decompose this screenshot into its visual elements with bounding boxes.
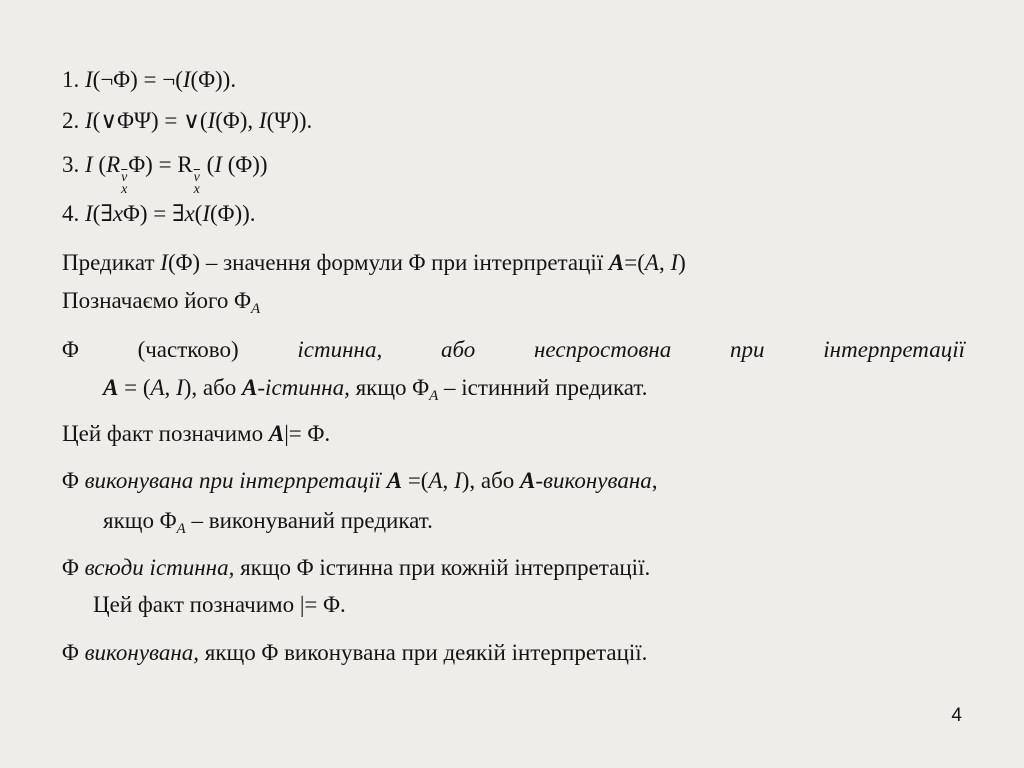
text-segment: Φ: [62, 337, 79, 362]
text-segment: = (: [118, 375, 151, 400]
text-segment: Предикат: [62, 250, 161, 275]
text-segment: I: [85, 108, 93, 133]
text-segment: Φ: [62, 555, 85, 580]
text-segment: A: [242, 375, 258, 400]
text-segment: A: [250, 301, 261, 317]
text-segment: I: [454, 468, 462, 493]
index-top: $\overline{v}$: [121, 170, 128, 185]
item-3: [62, 152, 268, 196]
text-segment: -істинна,: [257, 375, 350, 400]
text-segment: виконувана при інтерпретації: [84, 468, 387, 493]
text-segment: – істинний предикат.: [438, 375, 648, 400]
index-bottom: x: [121, 182, 128, 197]
text-segment: I: [85, 152, 93, 177]
item-1: [62, 67, 236, 93]
index-stack: [194, 172, 200, 196]
text-segment: ,: [164, 375, 177, 400]
text-segment: I: [207, 108, 216, 133]
text-segment: =(: [624, 250, 645, 275]
text-segment: A: [103, 375, 119, 400]
text-segment: ,: [651, 468, 658, 493]
text-segment: I: [202, 201, 211, 226]
text-segment: (Φ)).: [190, 67, 237, 92]
text-segment: істинна,: [297, 337, 383, 362]
text-segment: x: [112, 201, 124, 226]
text-segment: (: [200, 152, 215, 177]
text-segment: (Φ)).: [210, 201, 256, 226]
text-segment: (∨ΦΨ) = ∨(: [92, 108, 208, 133]
true-definition-1: [62, 337, 965, 363]
text-segment: (: [194, 201, 203, 226]
text-segment: A: [150, 375, 165, 400]
page-number: 4: [951, 705, 962, 726]
text-segment: якщо Φ: [103, 508, 177, 533]
fact-1: [62, 421, 330, 447]
text-segment: (частково): [137, 337, 239, 362]
text-segment: I: [176, 375, 184, 400]
true-definition-2: [103, 375, 647, 409]
text-segment: Цей факт позначимо |= Φ.: [93, 592, 346, 617]
text-segment: I: [85, 201, 93, 226]
text-segment: (Φ),: [215, 108, 259, 133]
index-stack: [121, 172, 127, 196]
text-segment: Φ: [62, 640, 85, 665]
text-segment: R: [106, 152, 121, 177]
index-top: $\overline{v}$: [193, 170, 200, 185]
text-segment: Цей факт позначимо: [62, 421, 269, 446]
item-2: [62, 108, 312, 134]
text-segment: ,: [442, 468, 455, 493]
text-segment: якщо Φ істинна при кожній інтерпретації.: [234, 555, 651, 580]
text-segment: |= Φ.: [284, 421, 331, 446]
text-segment: (Φ)): [221, 152, 268, 177]
text-segment: -виконувана: [535, 468, 652, 493]
text-segment: Φ: [62, 468, 85, 493]
item-4: [62, 201, 256, 227]
text-segment: інтерпретації: [823, 337, 965, 362]
notation: [62, 288, 260, 322]
text-segment: ), або: [461, 468, 521, 493]
text-segment: (Ψ)).: [266, 108, 313, 133]
text-segment: якщо Φ виконувана при деякій інтерпретації.: [199, 640, 648, 665]
satisfiable-definition-2: [103, 508, 433, 542]
text-segment: A: [386, 468, 403, 493]
text-segment: при: [730, 337, 765, 362]
fact-2: [93, 592, 346, 618]
predicate-definition: [62, 250, 686, 276]
text-segment: A: [520, 468, 536, 493]
text-segment: 1.: [62, 67, 85, 92]
text-segment: Позначаємо його Φ: [62, 288, 251, 313]
text-segment: x: [184, 201, 195, 226]
text-segment: 4.: [62, 201, 85, 226]
text-segment: (∃: [92, 201, 113, 226]
text-segment: A: [608, 250, 625, 275]
text-segment: (¬Φ) = ¬(: [92, 67, 183, 92]
text-segment: I: [258, 108, 267, 133]
text-segment: Φ) = ∃: [123, 201, 185, 226]
index-bottom: x: [193, 182, 200, 197]
text-segment: виконувана,: [84, 640, 200, 665]
text-segment: I: [85, 67, 93, 92]
text-segment: A: [428, 468, 443, 493]
text-segment: Φ) = R: [128, 152, 193, 177]
text-segment: A: [644, 250, 659, 275]
text-segment: A: [268, 421, 285, 446]
text-segment: I: [160, 250, 168, 275]
text-segment: (Φ) – значення формули Φ при інтерпретації: [167, 250, 609, 275]
text-segment: 2.: [62, 108, 85, 133]
text-segment: ), або: [183, 375, 243, 400]
text-segment: A: [176, 521, 186, 537]
text-segment: всюди істинна,: [84, 555, 235, 580]
text-segment: ,: [658, 250, 671, 275]
text-segment: A: [429, 388, 439, 404]
text-segment: I: [182, 67, 191, 92]
text-segment: якщо Φ: [349, 375, 430, 400]
text-segment: 3.: [62, 152, 85, 177]
text-segment: =(: [402, 468, 429, 493]
text-segment: ): [678, 250, 686, 275]
satisfiable-definition-3: [62, 640, 647, 666]
text-segment: (: [92, 152, 107, 177]
text-segment: неспростовна: [534, 337, 672, 362]
satisfiable-definition-1: [62, 468, 658, 494]
text-segment: I: [214, 152, 222, 177]
text-segment: або: [440, 337, 476, 362]
text-segment: – виконуваний предикат.: [185, 508, 433, 533]
valid-definition: [62, 555, 650, 581]
text-segment: I: [670, 250, 679, 275]
